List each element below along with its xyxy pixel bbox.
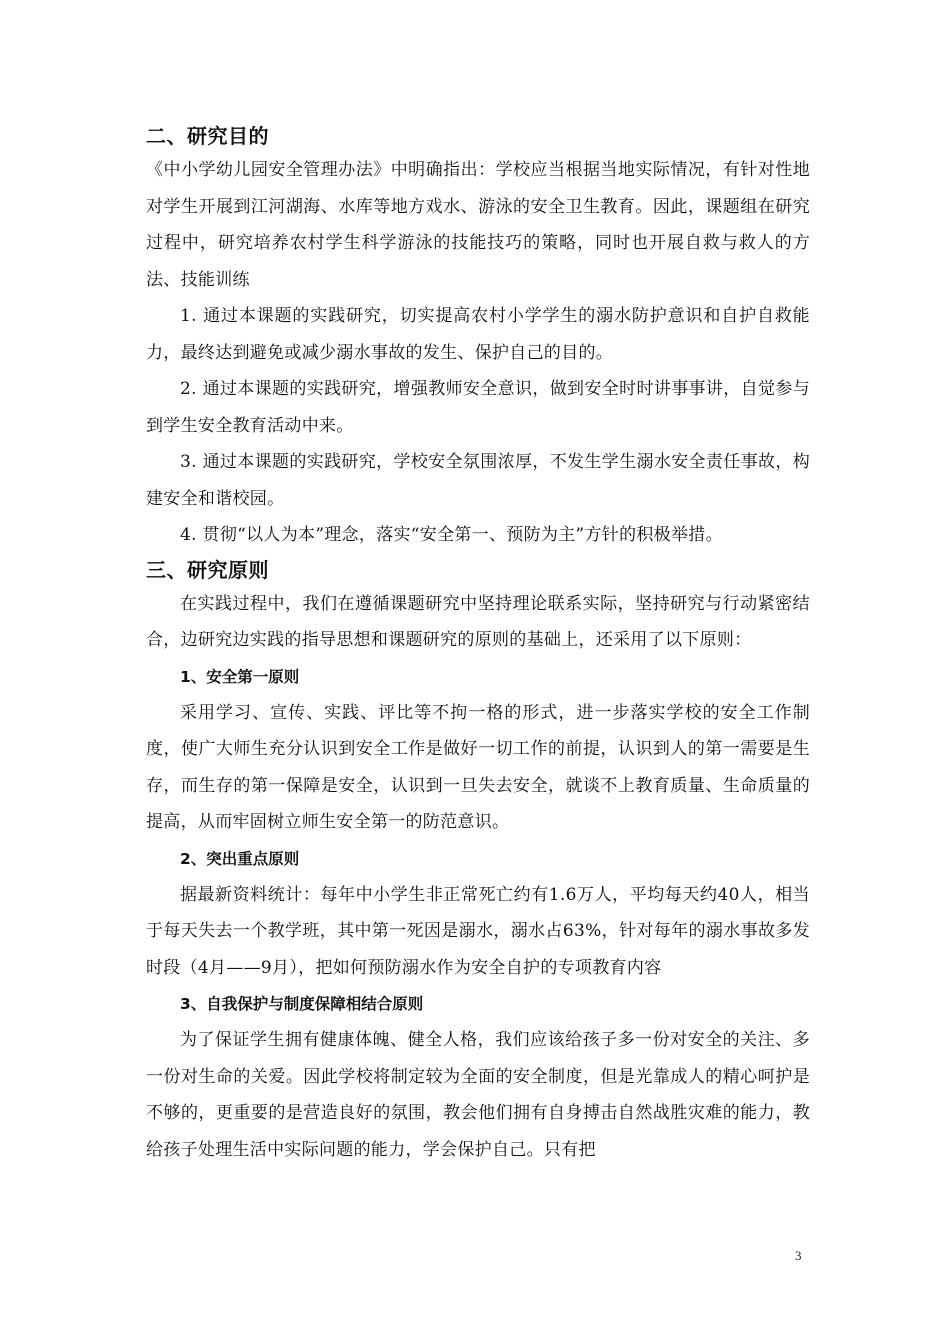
page-number: 3: [795, 1248, 802, 1263]
section-2-heading: 二、研究目的: [146, 124, 269, 148]
purpose-item-3: 3. 通过本课题的实践研究，学校安全氛围浓厚，不发生学生溺水安全责任事故，构建安全和谐校园。: [146, 452, 810, 509]
purpose-item-2: 2. 通过本课题的实践研究，增强教师安全意识，做到安全时时讲事事讲，自觉参与到学生安全教育活动中来。: [146, 379, 810, 436]
principle-1-text: 采用学习、宣传、实践、评比等不拘一格的形式，进一步落实学校的安全工作制度，使广大师生充分认识到安全工作是做好一切工作的前提，认识到人的第一需要是生存，而生存的第一保障是安全，认识到一旦失去安全，就谈不上教育质量、生命质量的提高，从而牢固树立师生安全第一的防范意识。: [146, 702, 810, 832]
principle-1-heading: 1、安全第一原则: [180, 667, 300, 686]
section-3-heading: 三、研究原则: [146, 557, 269, 582]
section-3-intro: 在实践过程中，我们在遵循课题研究中坚持理论联系实际，坚持研究与行动紧密结合，边研究边实践的指导思想和课题研究的原则的基础上，还采用了以下原则：: [146, 593, 810, 650]
section-2-intro: 《中小学幼儿园安全管理办法》中明确指出：学校应当根据当地实际情况，有针对性地对学生开展到江河湖海、水库等地方戏水、游泳的安全卫生教育。因此，课题组在研究过程中，研究培养农村学生科学游泳的技能技巧的策略，同时也开展自救与救人的方法、技能训练: [146, 160, 810, 290]
principle-3-heading: 3、自我保护与制度保障相结合原则: [180, 995, 424, 1013]
principle-2-heading: 2、突出重点原则: [180, 849, 300, 868]
purpose-item-4: 4. 贯彻“以人为本”理念，落实“安全第一、预防为主”方针的积极举措。: [180, 525, 723, 545]
purpose-item-1: 1. 通过本课题的实践研究，切实提高农村小学学生的溺水防护意识和自护自救能力，最终达到避免或减少溺水事故的发生、保护自己的目的。: [146, 306, 810, 363]
principle-2-text: 据最新资料统计：每年中小学生非正常死亡约有1.6万人，平均每天约40人，相当于每天失去一个教学班，其中第一死因是溺水，溺水占63%，针对每年的溺水事故多发时段（4月——9月），把如何预防溺水作为安全自护的专项教育内容: [146, 884, 810, 978]
principle-3-text: 为了保证学生拥有健康体魄、健全人格，我们应该给孩子多一份对安全的关注、多一份对生命的关爱。因此学校将制定较为全面的安全制度，但是光靠成人的精心呵护是不够的，更重要的是营造良好的氛围，教会他们拥有自身搏击自然战胜灾难的能力，教给孩子处理生活中实际问题的能力，学会保护自己。只有把: [146, 1030, 810, 1160]
page-content: [146, 120, 810, 1168]
